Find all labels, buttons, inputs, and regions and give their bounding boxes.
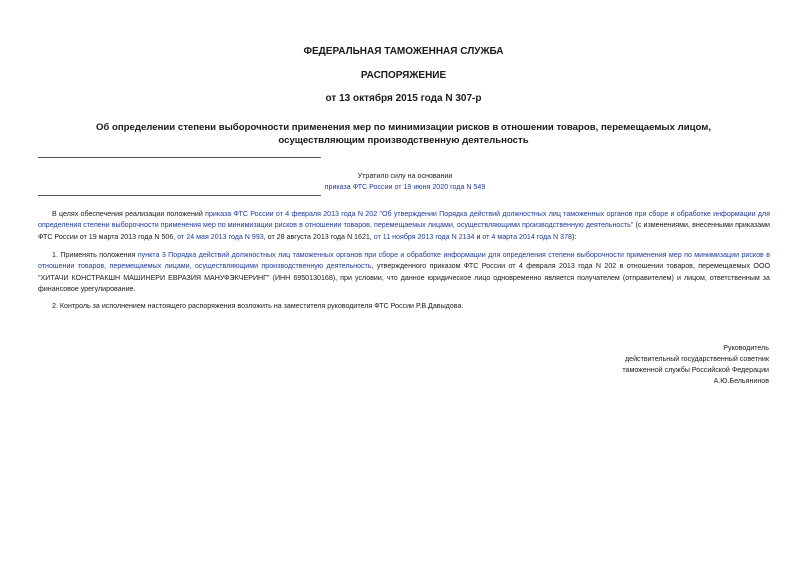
signature-rank: действительный государственный советник <box>624 355 769 363</box>
signature-name: А.Ю.Бельянинов <box>713 377 769 385</box>
paragraph-preamble <box>38 209 770 243</box>
preamble-text: В целях обеспечения реализации положений <box>52 210 206 218</box>
signature-service: таможенной службы Российской Федерации <box>622 366 769 374</box>
item-1-text: 1. Применять положения <box>52 251 138 259</box>
divider-top <box>38 157 321 158</box>
order-378-link[interactable]: от 4 марта 2014 года N 378 <box>482 232 572 241</box>
signature-position: Руководитель <box>723 344 769 352</box>
document-type-heading: РАСПОРЯЖЕНИЕ <box>360 70 447 81</box>
divider-bottom <box>38 195 321 196</box>
preamble-text: (с изменениями, внесенными приказами ФТС России от 19 марта 2013 года N 506, <box>38 221 770 241</box>
paragraph-item-1 <box>38 250 770 295</box>
document-date-number: от 13 октября 2015 года N 307-р <box>325 93 482 104</box>
preamble-text: , от 28 августа 2013 года N 1621, <box>263 232 374 241</box>
order-202-link[interactable]: приказа ФТС России от 4 февраля 2013 года N 202 "Об утверждении Порядка действий должностных лиц таможенных органов при сборе и обработке информации для определения степени выборочности применения мер по минимизации рисков в отношении товаров, перемещаемых лицами, осуществляющими производственную деятельность" <box>38 210 770 230</box>
preamble-text: ): <box>571 232 577 241</box>
item-2-text: 2. Контроль за исполнением настоящего распоряжения возложить на заместителя руководителя ФТС России Р.В.Давыдова. <box>52 302 464 310</box>
order-2134-link[interactable]: от 11 ноября 2013 года N 2134 <box>373 232 475 241</box>
document-title: Об определении степени выборочности применения мер по минимизации рисков в отношении товаров, перемещаемых лицом, осуществляющим производственную деятельность <box>95 122 712 146</box>
agency-heading: ФЕДЕРАЛЬНАЯ ТАМОЖЕННАЯ СЛУЖБА <box>303 46 504 57</box>
preamble-text: и <box>474 232 483 241</box>
paragraph-item-2 <box>38 301 770 312</box>
order-993-link[interactable]: от 24 мая 2013 года N 993 <box>177 232 264 241</box>
clause-3-link[interactable]: пункта 3 Порядка действий должностных лиц таможенных органов при сборе и обработке информации для определения степени выборочности применения мер по минимизации рисков в отношении товаров, перемещаемых лицами, осуществляющими производственную деятельность <box>38 251 770 271</box>
repeal-link[interactable]: приказа ФТС России от 19 июня 2020 года N 549 <box>324 183 486 191</box>
repeal-note: Утратило силу на основании <box>357 172 453 180</box>
item-1-text: , утвержденного приказом ФТС России от 4 февраля 2013 года N 202 в отношении товаров, перемещаемых ООО "ХИТАЧИ КОНСТРАКШН МАШИНЕРИ ЕВРАЗИЯ МАНУФЭКЧЕРИНГ" (ИНН 6950130168), при условии, что данное юридическое лицо одновременно является получателем (отправителем) и лицом, ответственным за финансовое урегулирование. <box>38 262 770 293</box>
